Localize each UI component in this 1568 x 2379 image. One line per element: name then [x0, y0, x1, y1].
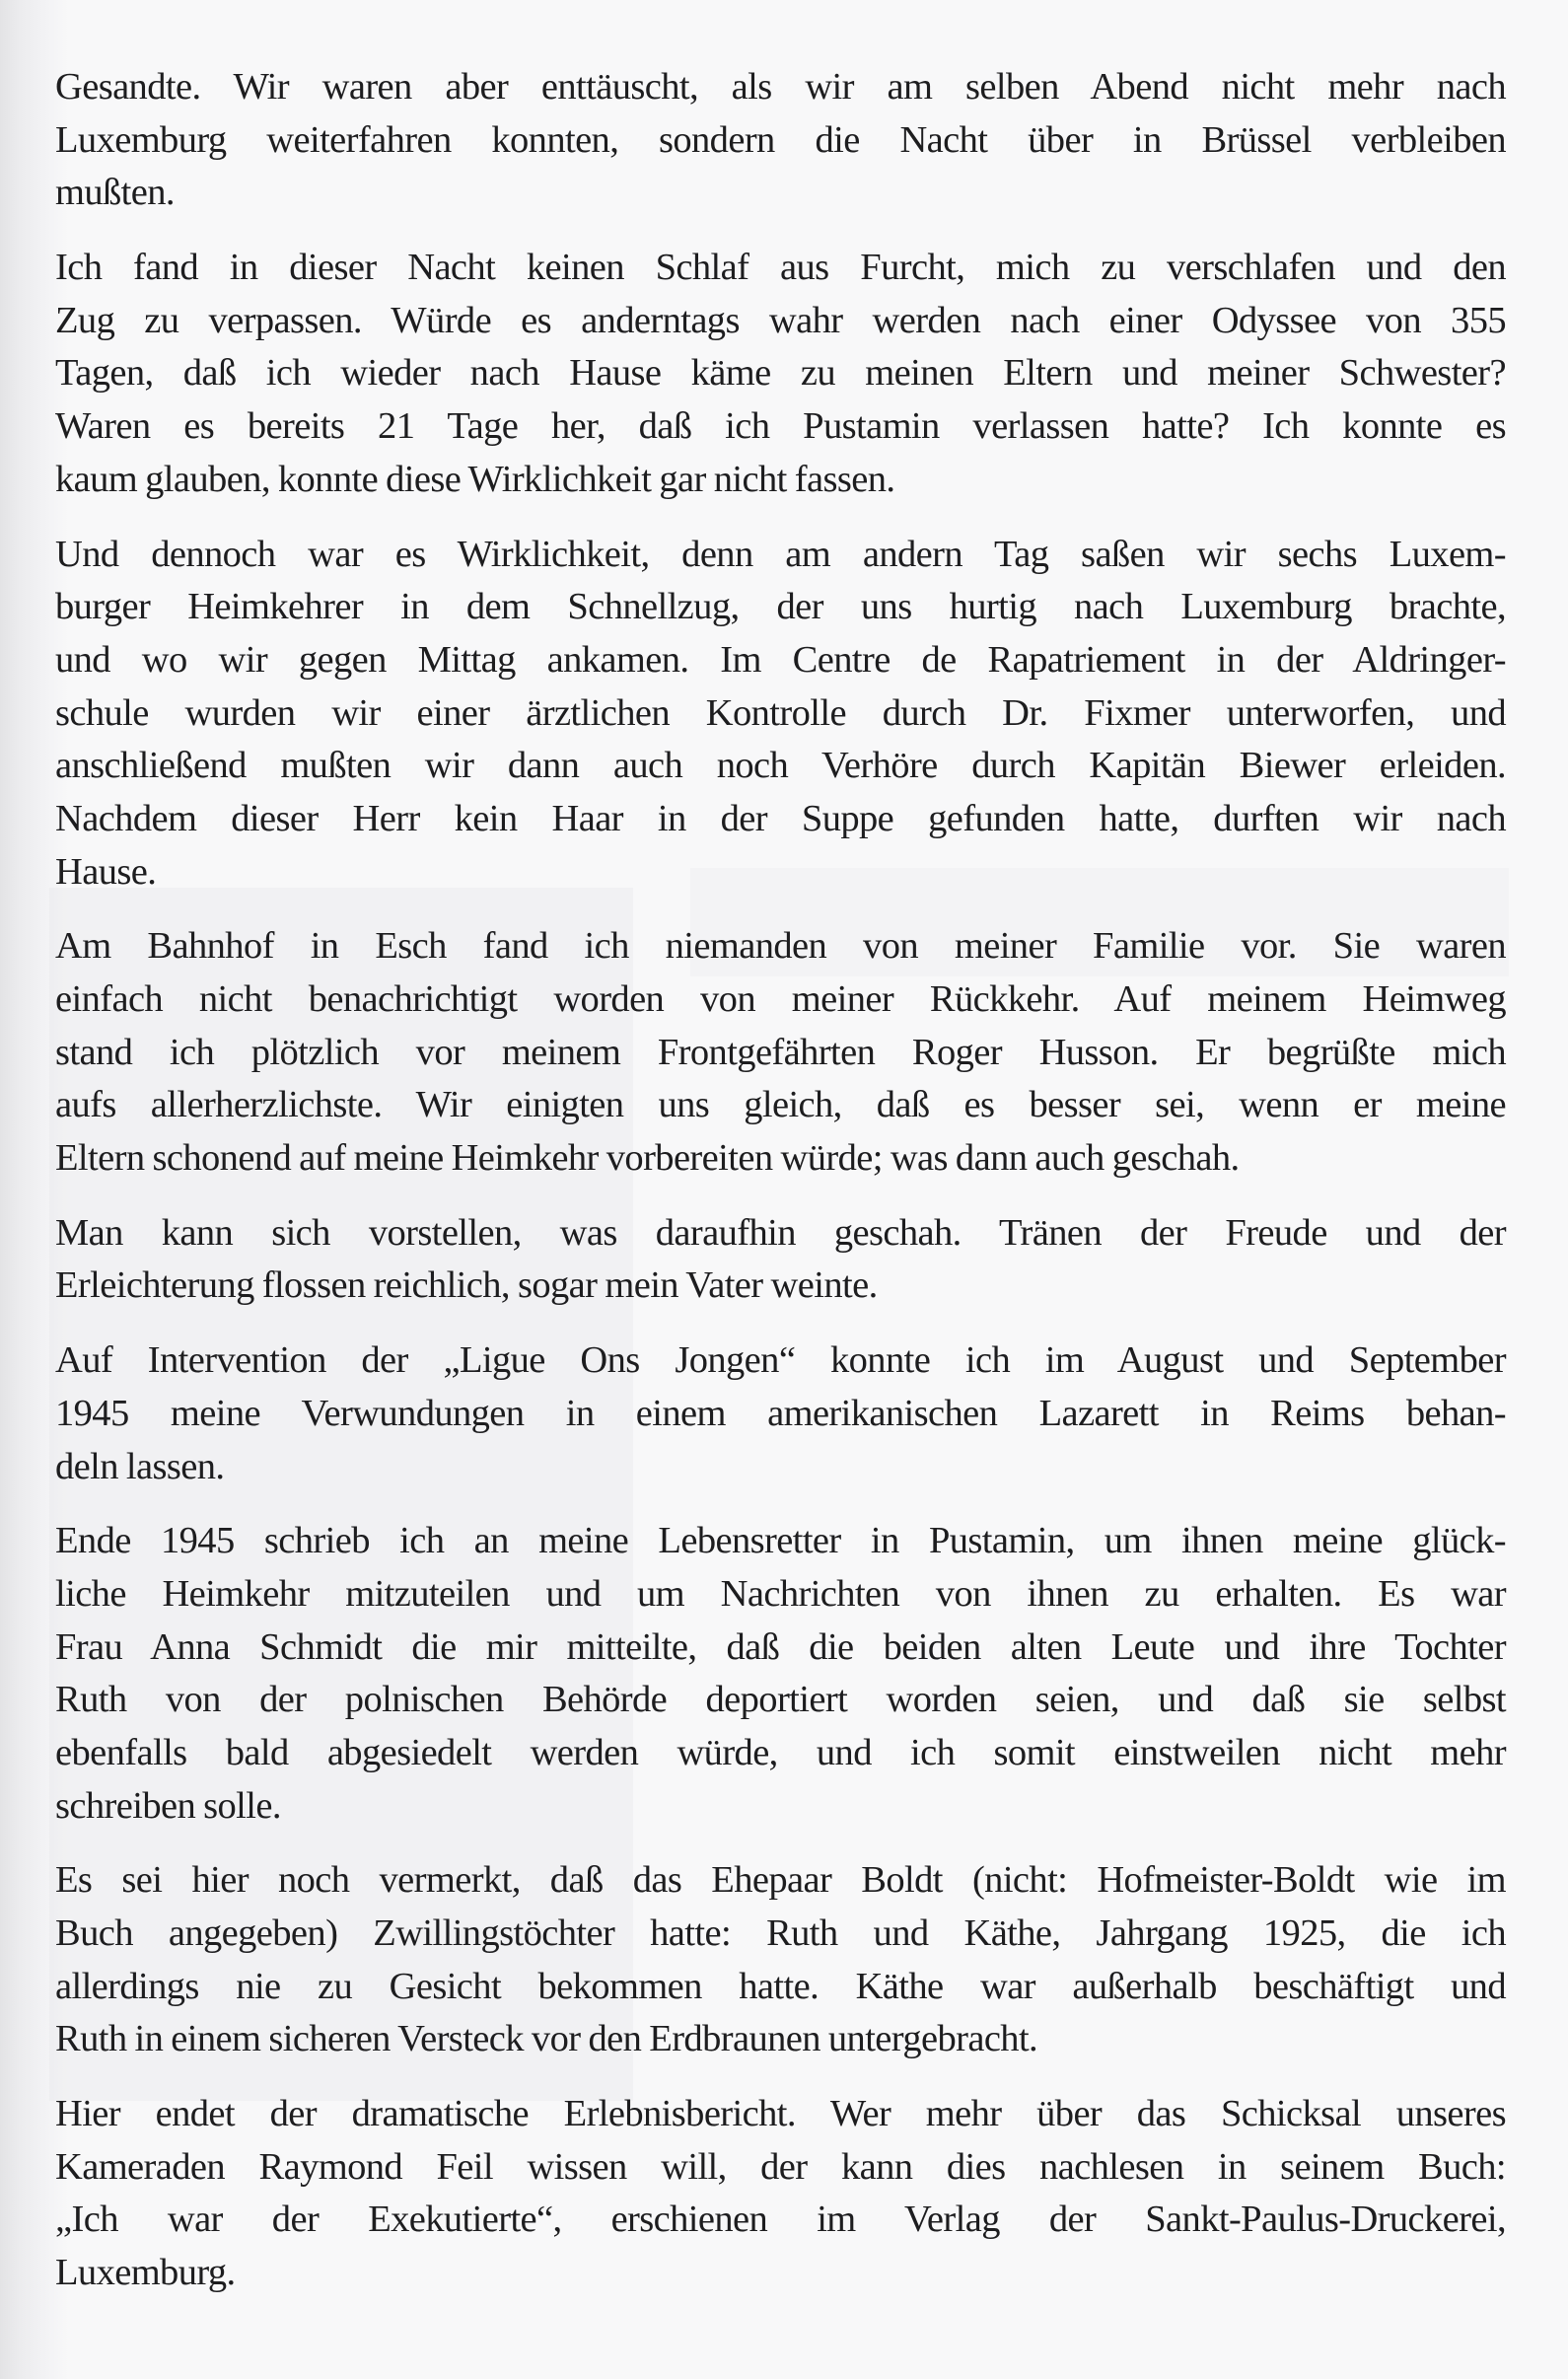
text-line: Ruth von der polnischen Behörde deportiert worden seien, und daß sie selbst — [55, 1679, 1506, 1721]
text-line: aufs allerherzlichste. Wir einigten uns gleich, daß es besser sei, wenn er meine — [55, 1084, 1506, 1126]
paragraph-letter-pustamin — [55, 1515, 1506, 1833]
text-line: Luxemburg. — [55, 2252, 236, 2294]
text-line: Zug zu verpassen. Würde es anderntags wahr werden nach einer Odyssee von 355 — [55, 299, 1506, 341]
text-line: mußten. — [55, 172, 175, 214]
text-line: Und dennoch war es Wirklichkeit, denn am andern Tag saßen wir sechs Luxem- — [55, 533, 1506, 575]
paragraph-boldt-family — [55, 1854, 1506, 2066]
text-line: einfach nicht benachrichtigt worden von meiner Rückkehr. Auf meinem Heimweg — [55, 978, 1506, 1020]
paragraph-conclusion — [55, 2088, 1506, 2300]
text-line: Ich fand in dieser Nacht keinen Schlaf aus Furcht, mich zu verschlafen und den — [55, 247, 1506, 289]
paragraph-arrival-brussels — [55, 61, 1506, 220]
body-text — [55, 61, 1506, 2322]
paragraph-station-esch — [55, 920, 1506, 1185]
text-line: Man kann sich vorstellen, was daraufhin geschah. Tränen der Freude und der — [55, 1211, 1506, 1254]
paragraph-reims-hospital — [55, 1334, 1506, 1493]
text-line: Frau Anna Schmidt die mir mitteilte, daß die beiden alten Leute und ihre Tochter — [55, 1625, 1506, 1668]
text-line: ebenfalls bald abgesiedelt werden würde, und ich somit einstweilen nicht mehr — [55, 1731, 1506, 1773]
text-line: Am Bahnhof in Esch fand ich niemanden von meiner Familie vor. Sie waren — [55, 925, 1506, 968]
text-line: Gesandte. Wir waren aber enttäuscht, als wir am selben Abend nicht mehr nach — [55, 66, 1506, 108]
text-line: deln lassen. — [55, 1445, 225, 1487]
text-line: schreiben solle. — [55, 1784, 281, 1827]
text-line: Waren es bereits 21 Tage her, daß ich Pustamin verlassen hatte? Ich konnte es — [55, 405, 1506, 448]
text-line: burger Heimkehrer in dem Schnellzug, der uns hurtig nach Luxemburg brachte, — [55, 586, 1506, 628]
text-line: Es sei hier noch vermerkt, daß das Ehepaar Boldt (nicht: Hofmeister-Boldt wie im — [55, 1859, 1506, 1902]
paragraph-return-luxembourg — [55, 529, 1506, 900]
text-line: Luxemburg weiterfahren konnten, sondern die Nacht über in Brüssel verbleiben — [55, 118, 1506, 161]
text-line: stand ich plötzlich vor meinem Frontgefährten Roger Husson. Er begrüßte mich — [55, 1031, 1506, 1073]
text-line: Hier endet der dramatische Erlebnisbericht. Wer mehr über das Schicksal unseres — [55, 2093, 1506, 2135]
text-line: Eltern schonend auf meine Heimkehr vorbereiten würde; was dann auch geschah. — [55, 1137, 1240, 1180]
text-line: kaum glauben, konnte diese Wirklichkeit gar nicht fassen. — [55, 458, 895, 500]
text-line: allerdings nie zu Gesicht bekommen hatte. Käthe war außerhalb beschäftigt und — [55, 1965, 1506, 2007]
text-line: 1945 meine Verwundungen in einem amerikanischen Lazarett in Reims behan- — [55, 1392, 1506, 1434]
text-line: Hause. — [55, 850, 157, 893]
text-line: und wo wir gegen Mittag ankamen. Im Centre de Rapatriement in der Aldringer- — [55, 638, 1506, 681]
text-line: Ruth in einem sicheren Versteck vor den Erdbraunen untergebracht. — [55, 2018, 1038, 2060]
text-line: schule wurden wir einer ärztlichen Kontrolle durch Dr. Fixmer unterworfen, und — [55, 691, 1506, 734]
paragraph-reunion — [55, 1207, 1506, 1313]
text-line: Ende 1945 schrieb ich an meine Lebensretter in Pustamin, um ihnen meine glück- — [55, 1520, 1506, 1562]
text-line: liche Heimkehr mitzuteilen und um Nachrichten von ihnen zu erhalten. Es war — [55, 1572, 1506, 1615]
paragraph-sleepless-night — [55, 242, 1506, 506]
text-line: Tagen, daß ich wieder nach Hause käme zu meinen Eltern und meiner Schwester? — [55, 352, 1506, 395]
text-line: Erleichterung flossen reichlich, sogar mein Vater weinte. — [55, 1264, 878, 1307]
text-line: Kameraden Raymond Feil wissen will, der kann dies nachlesen in seinem Buch: — [55, 2145, 1506, 2188]
text-line: anschließend mußten wir dann auch noch Verhöre durch Kapitän Biewer erleiden. — [55, 745, 1506, 787]
text-line: Auf Intervention der „Ligue Ons Jongen“ konnte ich im August und September — [55, 1339, 1506, 1382]
text-line: Buch angegeben) Zwillingstöchter hatte: Ruth und Käthe, Jahrgang 1925, die ich — [55, 1912, 1506, 1954]
text-line: Nachdem dieser Herr kein Haar in der Suppe gefunden hatte, durften wir nach — [55, 797, 1506, 839]
text-line: „Ich war der Exekutierte“, erschienen im Verlag der Sankt-Paulus-Druckerei, — [55, 2199, 1506, 2241]
